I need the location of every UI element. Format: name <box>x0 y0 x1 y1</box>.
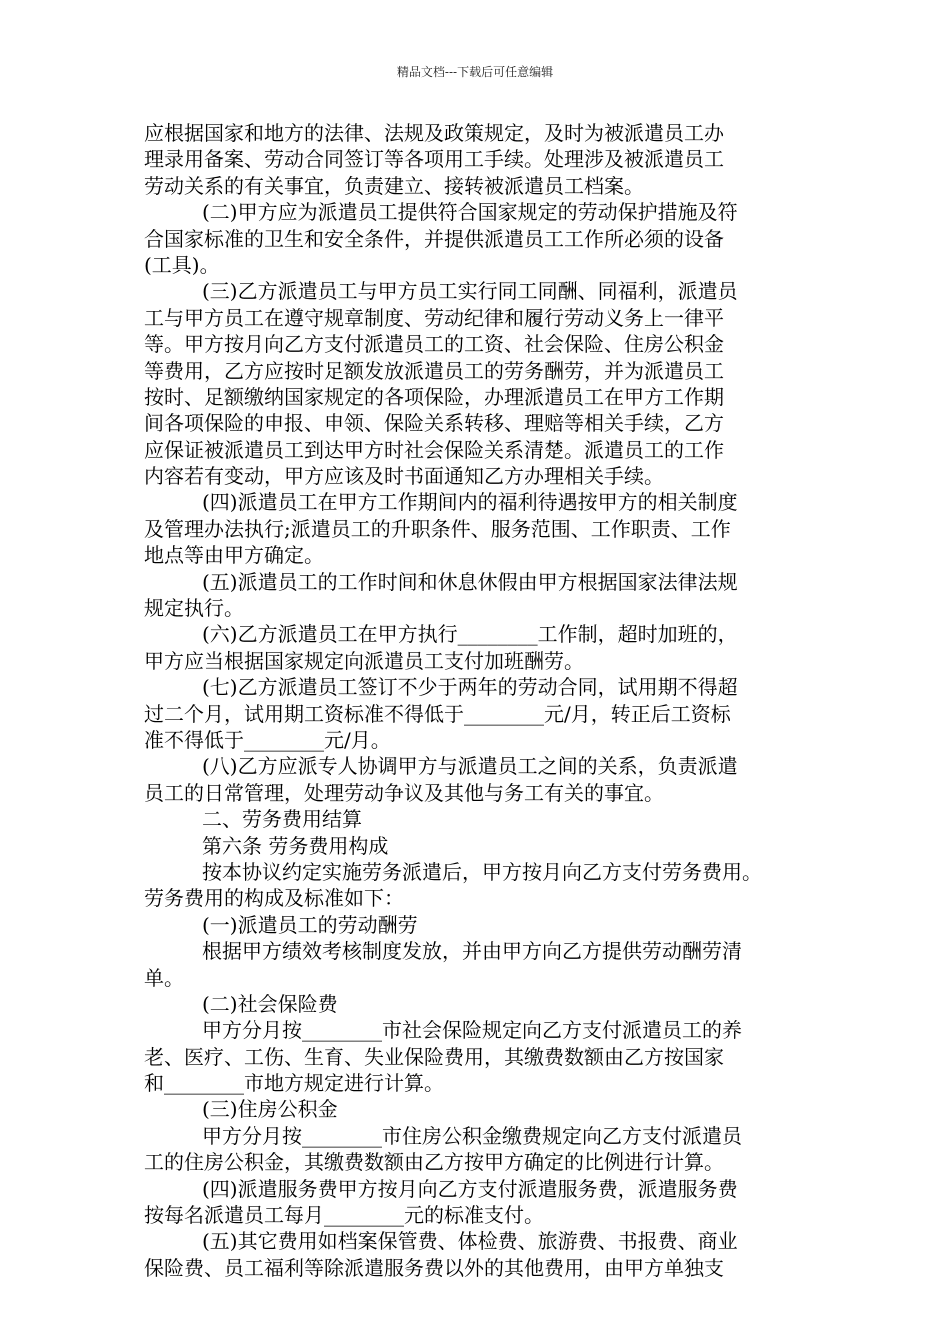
text-line: 保险费、员工福利等除派遣服务费以外的其他费用，由甲方单独支 <box>144 1255 724 1280</box>
text-line: 合国家标准的卫生和安全条件，并提供派遣员工工作所必须的设备 <box>144 226 724 251</box>
text-line: 应保证被派遣员工到达甲方时社会保险关系清楚。派遣员工的工作 <box>144 437 724 462</box>
text-line: 员工的日常管理，处理劳动争议及其他与务工有关的事宜。 <box>144 780 664 805</box>
text-line: (四)派遣员工在甲方工作期间内的福利待遇按甲方的相关制度 <box>202 490 738 515</box>
text-line: 单。 <box>144 965 184 990</box>
text-line: 按时、足额缴纳国家规定的各项保险，办理派遣员工在甲方工作期 <box>144 384 724 409</box>
text-line: 内容若有变动，甲方应该及时书面通知乙方办理相关手续。 <box>144 464 664 489</box>
text-line: 根据甲方绩效考核制度发放，并由甲方向乙方提供劳动酬劳清 <box>202 939 742 964</box>
text-line: 老、医疗、工伤、生育、失业保险费用，其缴费数额由乙方按国家 <box>144 1044 724 1069</box>
text-line: (二)社会保险费 <box>202 991 338 1016</box>
text-line: 及管理办法执行;派遣员工的升职条件、服务范围、工作职责、工作 <box>144 516 731 541</box>
text-line: 甲方分月按________市住房公积金缴费规定向乙方支付派遣员 <box>202 1123 742 1148</box>
text-line: 甲方分月按________市社会保险规定向乙方支付派遣员工的养 <box>202 1018 742 1043</box>
text-line: (八)乙方应派专人协调甲方与派遣员工之间的关系，负责派遣 <box>202 754 738 779</box>
text-line: 应根据国家和地方的法律、法规及政策规定，及时为被派遣员工办 <box>144 121 724 145</box>
text-line: 甲方应当根据国家规定向派遣员工支付加班酬劳。 <box>144 648 584 673</box>
document-body <box>144 120 808 1281</box>
text-line: 等费用，乙方应按时足额发放派遣员工的劳务酬劳，并为派遣员工 <box>144 358 724 383</box>
text-line: 劳务费用的构成及标准如下： <box>144 886 404 911</box>
text-line: 二、劳务费用结算 <box>202 807 362 832</box>
text-line: 工与甲方员工在遵守规章制度、劳动纪律和履行劳动义务上一律平 <box>144 305 724 330</box>
text-line: 准不得低于________元/月。 <box>144 727 391 752</box>
text-line: 地点等由甲方确定。 <box>144 543 324 568</box>
text-line: 按每名派遣员工每月________元的标准支付。 <box>144 1203 544 1228</box>
text-line: 第六条 劳务费用构成 <box>202 833 389 858</box>
text-line: 劳动关系的有关事宜，负责建立、接转被派遣员工档案。 <box>144 173 644 198</box>
text-line: (二)甲方应为派遣员工提供符合国家规定的劳动保护措施及符 <box>202 200 738 225</box>
text-line: 间各项保险的申报、申领、保险关系转移、理赔等相关手续，乙方 <box>144 411 724 436</box>
text-line: 工的住房公积金，其缴费数额由乙方按甲方确定的比例进行计算。 <box>144 1150 724 1175</box>
text-line: (七)乙方派遣员工签订不少于两年的劳动合同，试用期不得超 <box>202 675 738 700</box>
text-line: (四)派遣服务费甲方按月向乙方支付派遣服务费，派遣服务费 <box>202 1176 738 1201</box>
text-line: (三)住房公积金 <box>202 1097 338 1122</box>
page-header: 精品文档---下载后可任意编辑 <box>396 65 554 79</box>
text-line: 和________市地方规定进行计算。 <box>144 1071 444 1096</box>
text-line: 规定执行。 <box>144 596 244 621</box>
text-line: (五)其它费用如档案保管费、体检费、旅游费、书报费、商业 <box>202 1229 738 1254</box>
text-line: 按本协议约定实施劳务派遣后，甲方按月向乙方支付劳务费用。 <box>202 859 762 884</box>
text-line: (五)派遣员工的工作时间和休息休假由甲方根据国家法律法规 <box>202 569 738 594</box>
text-line: (三)乙方派遣员工与甲方员工实行同工同酬、同福利，派遣员 <box>202 279 738 304</box>
text-line: 等。甲方按月向乙方支付派遣员工的工资、社会保险、住房公积金 <box>144 332 724 357</box>
text-line: (一)派遣员工的劳动酬劳 <box>202 912 418 937</box>
text-line: (工具)。 <box>144 252 220 277</box>
text-line: 过二个月，试用期工资标准不得低于________元/月，转正后工资标 <box>144 701 731 726</box>
text-line: (六)乙方派遣员工在甲方执行________工作制，超时加班的， <box>202 622 738 647</box>
text-line: 理录用备案、劳动合同签订等各项用工手续。处理涉及被派遣员工 <box>144 147 724 172</box>
